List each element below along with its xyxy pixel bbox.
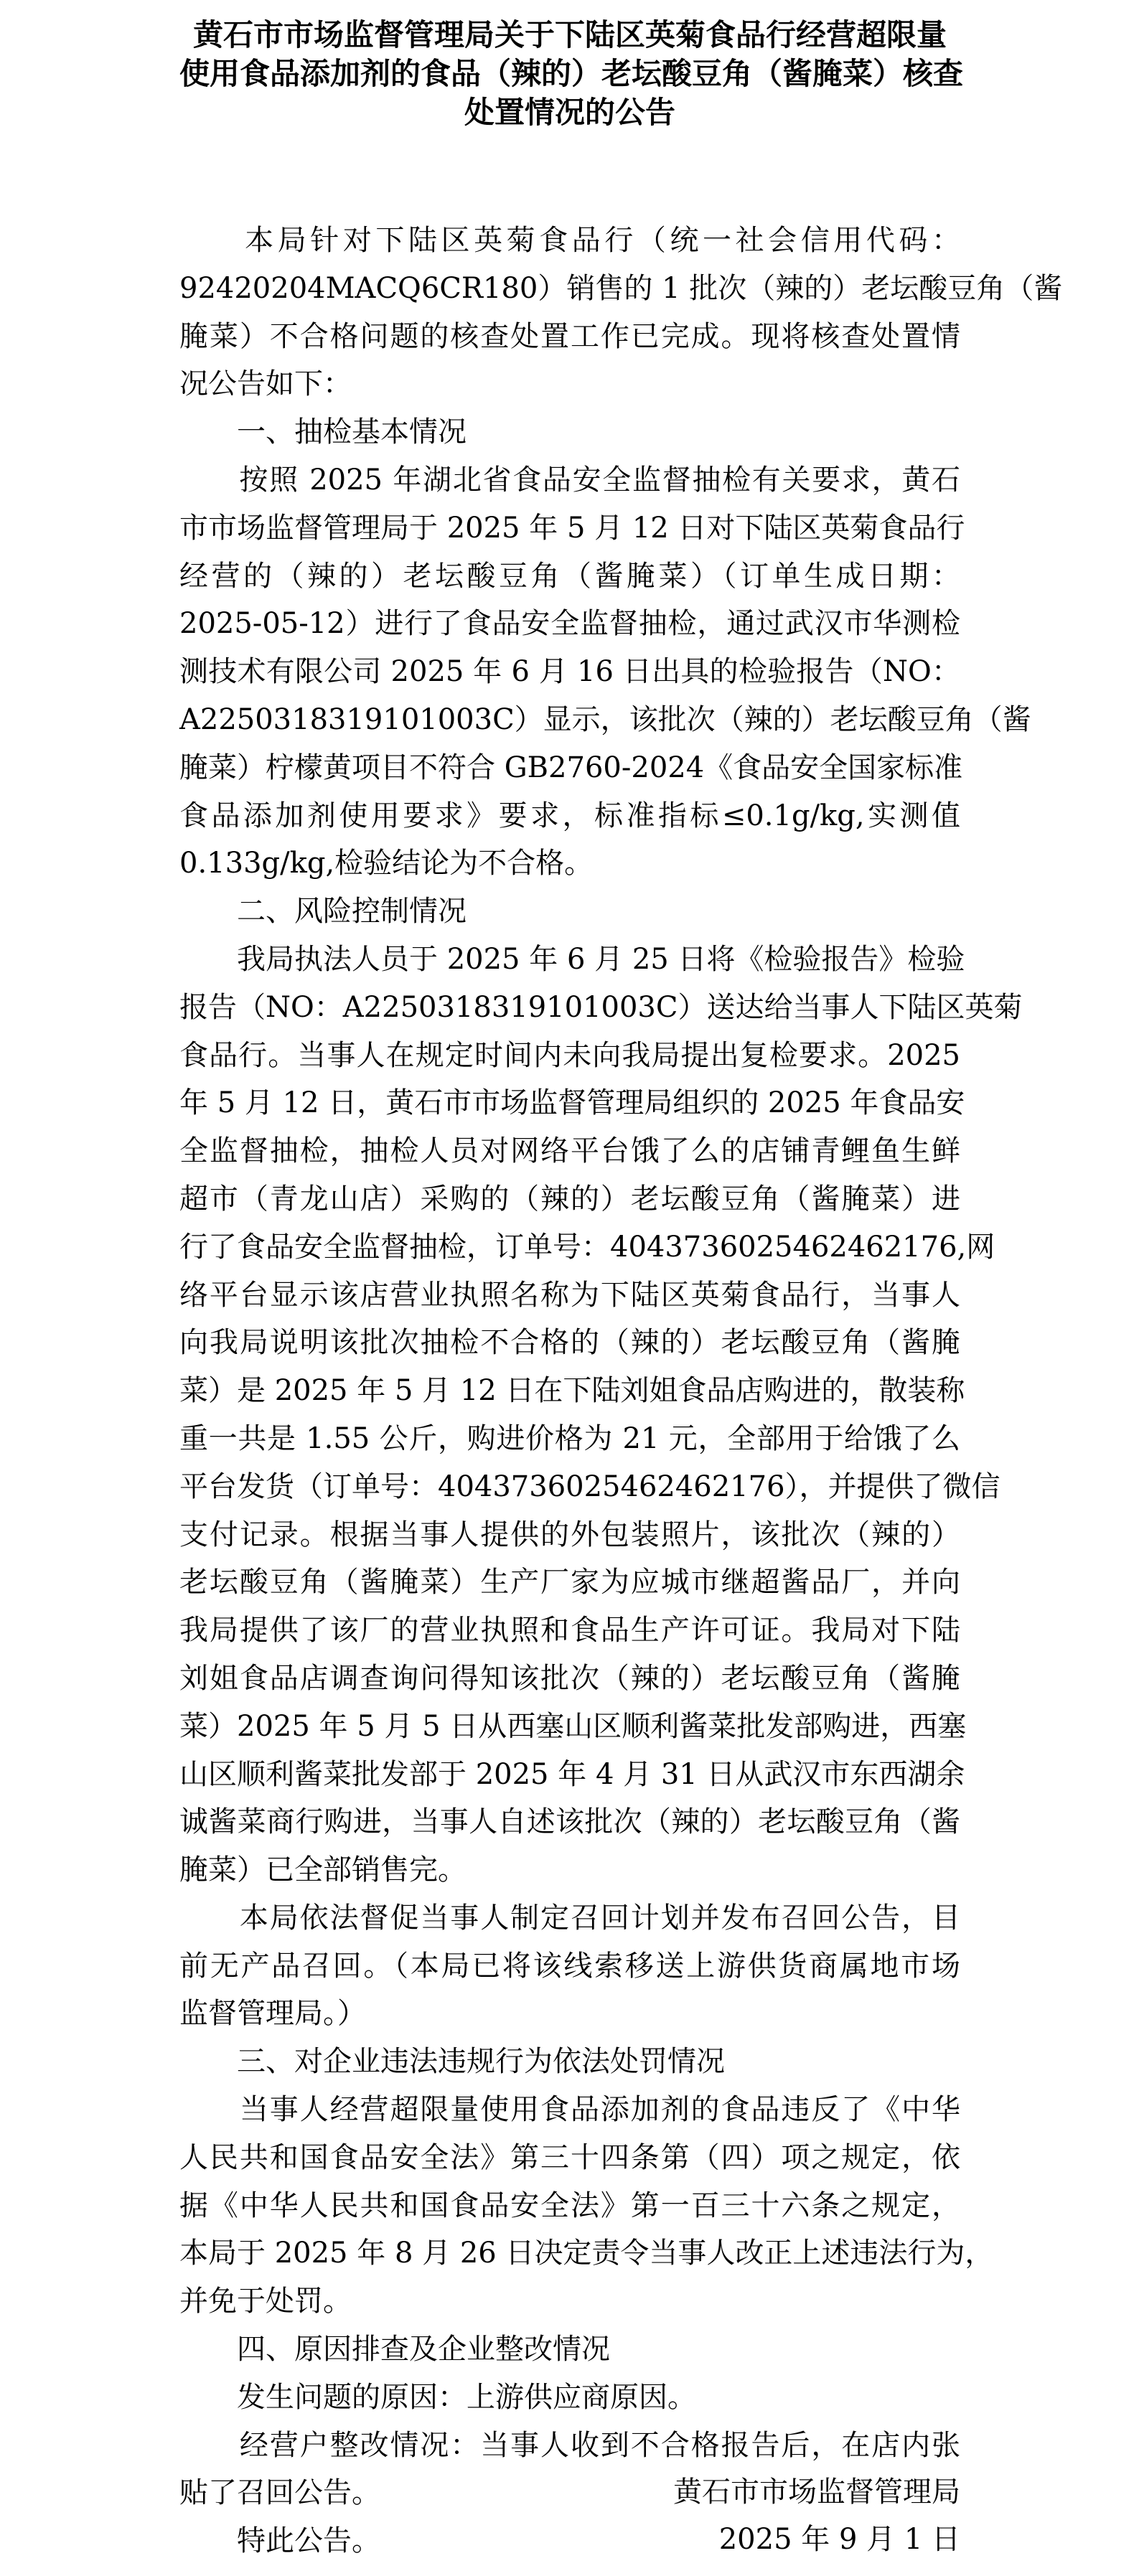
body-line: 2025-05-12）进行了食品安全监督抽检，通过武汉市华测检 (179, 607, 960, 641)
body-line: 食品行。当事人在规定时间内未向我局提出复检要求。2025 (179, 1038, 960, 1072)
body-line: 重一共是 1.55 公斤，购进价格为 21 元，全部用于给饿了么 (179, 1421, 960, 1455)
body-line: 腌菜）已全部销售完。 (179, 1853, 467, 1887)
body-line: 我局执法人员于 2025 年 6 月 25 日将《检验报告》检验 (179, 942, 965, 976)
notice-body (179, 217, 1063, 2565)
body-line: 山区顺利酱菜批发部于 2025 年 4 月 31 日从武汉市东西湖余 (179, 1757, 965, 1791)
body-line: 平台发货（订单号：4043736025462462176），并提供了微信 (179, 1470, 1000, 1503)
body-line: 况公告如下： (179, 367, 352, 401)
body-line: 报告（NO：A2250318319101003C）送达给当事人下陆区英菊 (179, 990, 1023, 1024)
body-line: 前无产品召回。（本局已将该线索移送上游供货商属地市场 (179, 1949, 960, 1983)
body-line: 本局依法督促当事人制定召回计划并发布召回公告，目 (179, 1901, 960, 1935)
body-line: 超市（青龙山店）采购的（辣的）老坛酸豆角（酱腌菜）进 (179, 1182, 960, 1216)
body-line: 腌菜）柠檬黄项目不符合 GB2760-2024《食品安全国家标准 (179, 751, 963, 784)
body-line: 二、风险控制情况 (179, 895, 467, 929)
title-line: 黄石市市场监督管理局关于下陆区英菊食品行经营超限量 (192, 17, 947, 52)
body-line: 支付记录。根据当事人提供的外包装照片，该批次（辣的） (179, 1518, 960, 1551)
body-line: 特此公告。 (179, 2524, 380, 2558)
notice-document (179, 16, 1063, 2565)
body-line: 测技术有限公司 2025 年 6 月 16 日出具的检验报告（NO： (179, 655, 960, 689)
body-line: 行了食品安全监督抽检，订单号：4043736025462462176,网 (179, 1230, 995, 1264)
body-line: 92420204MACQ6CR180）销售的 1 批次（辣的）老坛酸豆角（酱 (179, 271, 1063, 305)
body-line: 当事人经营超限量使用食品添加剂的食品违反了《中华 (179, 2093, 960, 2127)
body-line: 络平台显示该店营业执照名称为下陆区英菊食品行，当事人 (179, 1278, 960, 1312)
body-line: 我局提供了该厂的营业执照和食品生产许可证。我局对下陆 (179, 1614, 960, 1647)
body-line: A2250318319101003C）显示，该批次（辣的）老坛酸豆角（酱 (179, 702, 1031, 736)
body-line: 腌菜）不合格问题的核查处置工作已完成。现将核查处置情 (179, 319, 960, 353)
body-line: 按照 2025 年湖北省食品安全监督抽检有关要求，黄石 (179, 463, 960, 497)
body-line: 本局于 2025 年 8 月 26 日决定责令当事人改正上述违法行为， (179, 2237, 994, 2270)
body-line: 诚酱菜商行购进，当事人自述该批次（辣的）老坛酸豆角（酱 (179, 1805, 960, 1839)
body-line: 向我局说明该批次抽检不合格的（辣的）老坛酸豆角（酱腌 (179, 1326, 960, 1360)
body-line: 发生问题的原因：上游供应商原因。 (179, 2380, 696, 2414)
body-line: 全监督抽检，抽检人员对网络平台饿了么的店铺青鲤鱼生鲜 (179, 1134, 960, 1168)
issue-date: 2025 年 9 月 1 日 (718, 2523, 960, 2556)
body-line: 食品添加剂使用要求》要求，标准指标≤0.1g/kg,实测值 (179, 799, 960, 832)
body-line: 一、抽检基本情况 (179, 415, 467, 449)
title-line: 处置情况的公告 (464, 95, 675, 130)
body-line: 菜）2025 年 5 月 5 日从西塞山区顺利酱菜批发部购进，西塞 (179, 1709, 967, 1743)
body-line: 监督管理局。） (179, 1997, 366, 2031)
body-line: 四、原因排查及企业整改情况 (179, 2333, 610, 2366)
body-line: 经营户整改情况：当事人收到不合格报告后，在店内张 (179, 2428, 960, 2462)
body-line: 并免于处罚。 (179, 2285, 352, 2318)
body-line: 人民共和国食品安全法》第三十四条第（四）项之规定，依 (179, 2140, 960, 2174)
issuing-agency: 黄石市市场监督管理局 (673, 2476, 960, 2509)
title-line: 使用食品添加剂的食品（辣的）老坛酸豆角（酱腌菜）核查 (179, 56, 964, 91)
body-line: 年 5 月 12 日，黄石市市场监督管理局组织的 2025 年食品安 (179, 1086, 965, 1120)
body-line: 本局针对下陆区英菊食品行（统一社会信用代码： (179, 224, 960, 257)
body-line: 刘姐食品店调查询问得知该批次（辣的）老坛酸豆角（酱腌 (179, 1661, 960, 1695)
body-line: 老坛酸豆角（酱腌菜）生产厂家为应城市继超酱品厂，并向 (179, 1566, 960, 1599)
signature-block (0, 2468, 960, 2563)
body-line: 菜）是 2025 年 5 月 12 日在下陆刘姐食品店购进的，散装称 (179, 1374, 965, 1408)
body-line: 0.133g/kg,检验结论为不合格。 (179, 847, 594, 880)
notice-title (179, 16, 964, 132)
body-line: 贴了召回公告。 (179, 2476, 380, 2510)
body-line: 市市场监督管理局于 2025 年 5 月 12 日对下陆区英菊食品行 (179, 511, 965, 545)
body-line: 据《中华人民共和国食品安全法》第一百三十六条之规定， (179, 2189, 960, 2222)
body-line: 三、对企业违法违规行为依法处罚情况 (179, 2045, 725, 2079)
body-line: 经营的（辣的）老坛酸豆角（酱腌菜）（订单生成日期： (179, 559, 960, 593)
